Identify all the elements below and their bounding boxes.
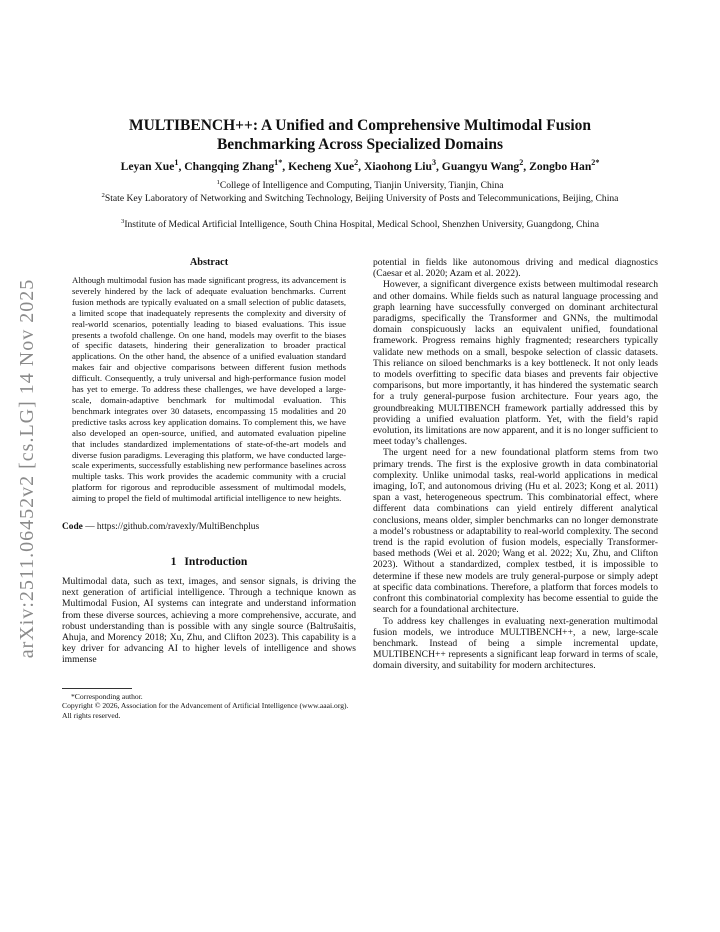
author-name: Xiaohong Liu <box>363 160 432 173</box>
affiliation-text: State Key Laboratory of Networking and Switching Technology, Beijing University of Posts and Telecommunications, Beijing, China <box>104 193 619 204</box>
affiliation-3 <box>60 219 660 231</box>
author-mark: 2 <box>519 158 524 168</box>
right-paragraph-3: To address key challenges in evaluating next-generation multimodal fusion models, we introduce MULTIBENCH++, a new, large-scale benchmark. Instead of being a simple incremental update, MULTIBENCH++ represents a significant leap forward in terms of scale, domain diversity, and suitability for modern architectures. <box>373 615 658 672</box>
author-name: Leyan Xue <box>120 160 175 173</box>
code-label: Code <box>62 522 83 533</box>
author-name: Guangyu Wang <box>441 160 520 173</box>
abstract-text: Although multimodal fusion has made significant progress, its advancement is severely hindered by the lack of adequate evaluation benchmarks. Current fusion methods are typically evaluated on a small selection of public datasets, a limited scope that inadequately represents the complexity and diversity of real-world scenarios, potentially leading to biased evaluations. This issue presents a twofold challenge. On one hand, models may overfit to the biases of specific datasets, hindering their generalization to broader practical applications. On the other hand, the absence of a unified evaluation standard makes fair and objective comparisons between different fusion methods difficult. Consequently, a truly universal and high-performance fusion model has yet to emerge. To address these challenges, we have developed a large-scale, domain-adaptive benchmark for multimodal evaluation. This benchmark integrates over 30 datasets, encompassing 15 modalities and 20 predictive tasks across key application domains. To complement this, we have also developed an open-source, unified, and automated evaluation pipeline that includes standardized implementations of state-of-the-art models and diverse fusion paradigms. Leveraging this platform, we have conducted large-scale experiments, successfully establishing new performance baselines across multiple tasks. This work provides the academic community with a crucial platform for rigorous and reproducible assessment of multimodal models, aiming to propel the field of multimodal artificial intelligence to new heights. <box>72 275 346 504</box>
affiliation-2 <box>60 193 660 205</box>
title-line-2: Benchmarking Across Specialized Domains <box>216 136 504 153</box>
title-line-1: MULTIBENCH++: A Unified and Comprehensive Multimodal Fusion <box>128 117 592 134</box>
footnote-corresponding: *Corresponding author. <box>71 691 143 701</box>
author-name: Changqing Zhang <box>184 160 275 173</box>
author-mark: 1* <box>274 158 283 168</box>
author-mark: 3 <box>431 158 436 168</box>
right-paragraph-2: The urgent need for a new foundational platform stems from two primary trends. The first is the explosive growth in data combinatorial complexity. Unlike unimodal tasks, real-world applications in medical imaging, IoT, and autonomous driving (Hu et al. 2023; Kong et al. 2011) span a vast, heterogeneous spectrum. This combinatorial effect, where different data combinations can yield entirely different analytical conclusions, means older, simpler benchmarks can no longer demonstrate a model’s robustness or adaptability to real-world complexity. The second trend is the rapid evolution of fusion models, especially Transformer-based methods (Wei et al. 2020; Wang et al. 2022; Xu, Zhu, and Clifton 2023). Without a standardized, complex testbed, it is impossible to determine if these new models are truly general-purpose or simply adept at specific data combinations. Therefore, a platform that forces models to confront this combinatorial complexity has become essential to guide the search for a foundational architecture. <box>373 447 658 616</box>
section-title: Introduction <box>184 555 248 569</box>
affiliation-text: Institute of Medical Artificial Intelligence, South China Hospital, Medical School, Shenzhen University, Guangdong, China <box>124 219 600 230</box>
right-column <box>373 257 658 672</box>
right-paragraph-1: However, a significant divergence exists between multimodal research and other domains. While fields such as natural language processing and graph learning have successfully converged on dominant architectural paradigms, specifically the Transformer and GNNs, the multimodal domain conspicuously lacks an equivalent unified, foundational framework. Progress remains highly fragmented; researchers typically validate new methods on a small, bespoke selection of classic datasets. This reliance on siloed benchmarks is a key bottleneck. It not only leads to models overfitting to specific data biases and prevents fair objective comparisons, but more importantly, it has hindered the systematic search for a truly general-purpose fusion architecture. Four years ago, the groundbreaking MULTIBENCH framework partially addressed this by providing a unified evaluation platform. Yet, with the field’s rapid evolution, its limitations are now apparent, and it is no longer sufficient to meet today’s challenges. <box>373 279 658 448</box>
intro-paragraph-1: Multimodal data, such as text, images, and sensor signals, is driving the next generation of artificial intelligence. Through a technique known as Multimodal Fusion, AI systems can integrate and understand information from these diverse sources, achieving a more comprehensive, accurate, and robust understanding than is possible with any single source (Baltrušaitis, Ahuja, and Morency 2018; Xu, Zhu, and Clifton 2023). This capability is a key driver for advancing AI to higher levels of intelligence and shows immense <box>62 576 356 666</box>
author-mark: 1 <box>174 158 179 168</box>
arxiv-stamp <box>6 258 50 678</box>
right-paragraph-0: potential in fields like autonomous driving and medical diagnostics (Caesar et al. 2020; Azam et al. 2022). <box>373 257 658 280</box>
affiliation-mark: 2 <box>101 191 105 199</box>
code-link-line <box>62 521 356 533</box>
section-number: 1 <box>170 555 177 569</box>
author-name: Zongbo Han <box>529 160 592 173</box>
affiliation-text: College of Intelligence and Computing, Tianjin University, Tianjin, China <box>219 180 504 191</box>
author-mark: 2* <box>591 158 600 168</box>
affiliation-mark: 1 <box>216 178 220 186</box>
left-column <box>62 257 356 720</box>
affiliation-1 <box>60 180 660 192</box>
author-name: Kecheng Xue <box>288 160 355 173</box>
intro-heading <box>62 555 356 568</box>
abstract-heading: Abstract <box>189 257 229 268</box>
author-list: Leyan Xue$^1$, Changqing Zhang$^{1*}$, Kecheng Xue$^2$, Xiaohong Liu$^3$, Guangyu Wang$^2$, Zongbo Han$^{2*}$ <box>120 158 600 173</box>
footnote-divider <box>62 688 132 689</box>
footnote-copyright: Copyright © 2026, Association for the Advancement of Artificial Intelligence (www.aaai.org). All rights reserved. <box>62 701 349 720</box>
affiliation-mark: 3 <box>120 217 125 225</box>
arxiv-stamp-text: arXiv:2511.06452v2 [cs.LG] 14 Nov 2025 <box>16 278 39 658</box>
author-mark: 2 <box>354 158 359 168</box>
code-url[interactable]: — https://github.com/ravexly/MultiBenchplus <box>82 522 260 533</box>
paper-title <box>60 116 660 154</box>
